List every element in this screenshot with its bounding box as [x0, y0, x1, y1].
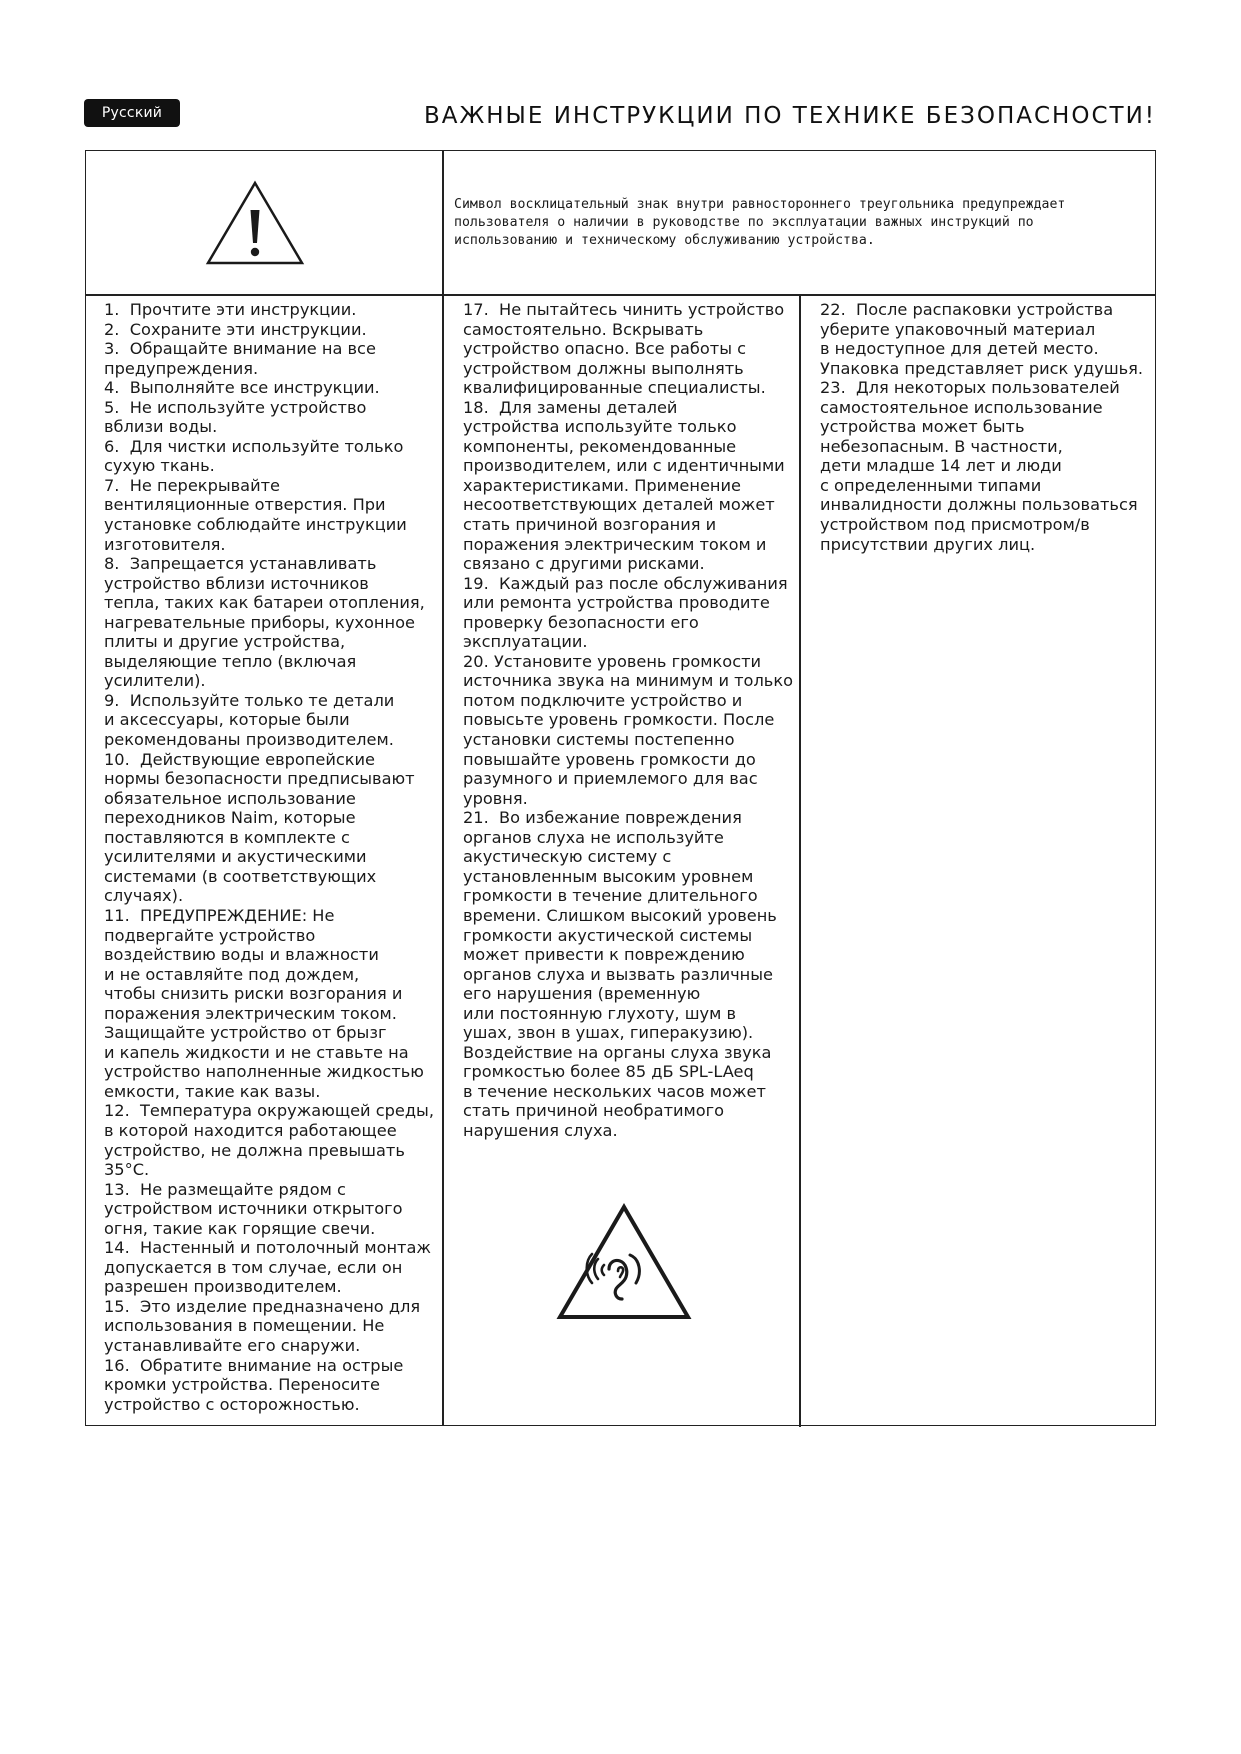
instructions-column-3: 22. После распаковки устройства уберите упаковочный материал в недоступное для детей место. Упаковка представляет риск удушья. 23. Для некоторых пользователей самостоятельное использование устройства может быть небезопасным. В частности, дети младше 14 лет и люди с определенными типами инвалидности должны пользоваться устройством под присмотром/в присутствии других лиц. [820, 300, 1144, 554]
page-title: ВАЖНЫЕ ИНСТРУКЦИИ ПО ТЕХНИКЕ БЕЗОПАСНОСТИ! [423, 103, 1156, 129]
column-divider-2 [799, 294, 801, 1427]
header-row-divider [86, 294, 1155, 296]
warning-triangle-icon [205, 180, 305, 266]
instructions-column-1: 1. Прочтите эти инструкции. 2. Сохраните эти инструкции. 3. Обращайте внимание на все предупреждения. 4. Выполняйте все инструкции. 5. Не используйте устройство вблизи воды. 6. Для чистки используйте только сухую ткань. 7. Не перекрывайте вентиляционные отверстия. При установке соблюдайте инструкции изготовителя. 8. Запрещается устанавливать устройство вблизи источников тепла, таких как батареи отопления, нагревательные приборы, кухонное плиты и другие устройства, выделяющие тепло (включая усилители). 9. Используйте только те детали и аксессуары, которые были рекомендованы производителем. 10. Действующие европейские нормы безопасности предписывают обязательное использование переходников Naim, которые поставляются в комплекте с усилителями и акустическими системами (в соответствующих случаях). 11. ПРЕДУПРЕЖДЕНИЕ: Не подвергайте устройство воздействию воды и влажности и не оставляйте под дождем, чтобы снизить риски возгорания и поражения электрическим током. Защищайте устройство от брызг и капель жидкости и не ставьте на устройство наполненные жидкостью емкости, такие как вазы. 12. Температура окружающей среды, в которой находится работающее устройство, не должна превышать 35°C. 13. Не размещайте рядом с устройством источники открытого огня, такие как горящие свечи. 14. Настенный и потолочный монтаж допускается в том случае, если он разрешен производителем. 15. Это изделие предназначено для использования в помещении. Не устанавливайте его снаружи. 16. Обратите внимание на острые кромки устройства. Переносите устройство с осторожностью. [104, 300, 434, 1414]
safety-table [85, 150, 1156, 1426]
language-badge: Русский [84, 99, 180, 127]
instructions-column-2: 17. Не пытайтесь чинить устройство самостоятельно. Вскрывать устройство опасно. Все работы с устройством должны выполнять квалифицированные специалисты. 18. Для замены деталей устройства используйте только компоненты, рекомендованные производителем, или с идентичными характеристиками. Применение несоответствующих деталей может стать причиной возгорания и поражения электрическим током и связано с другими рисками. 19. Каждый раз после обслуживания или ремонта устройства проводите проверку безопасности его эксплуатации. 20. Установите уровень громкости источника звука на минимум и только потом подключите устройство и повысьте уровень громкости. После установки системы постепенно повышайте уровень громкости до разумного и приемлемого для вас уровня. 21. Во избежание повреждения органов слуха не используйте акустическую систему с установленным высоким уровнем громкости в течение длительного времени. Слишком высокий уровень громкости акустической системы может привести к повреждению органов слуха и вызвать различные его нарушения (временную или постоянную глухоту, шум в ушах, звон в ушах, гиперакузию). Воздействие на органы слуха звука громкостью более 85 дБ SPL-LAeq в течение нескольких часов может стать причиной необратимого нарушения слуха. [463, 300, 794, 1140]
hearing-damage-icon [556, 1203, 692, 1321]
symbol-description: Символ восклицательный знак внутри равностороннего треугольника предупреждает пользователя о наличии в руководстве по эксплуатации важных инструкций по использованию и техническому обслуживанию устройства. [454, 197, 1066, 248]
column-divider-1 [442, 151, 444, 1425]
